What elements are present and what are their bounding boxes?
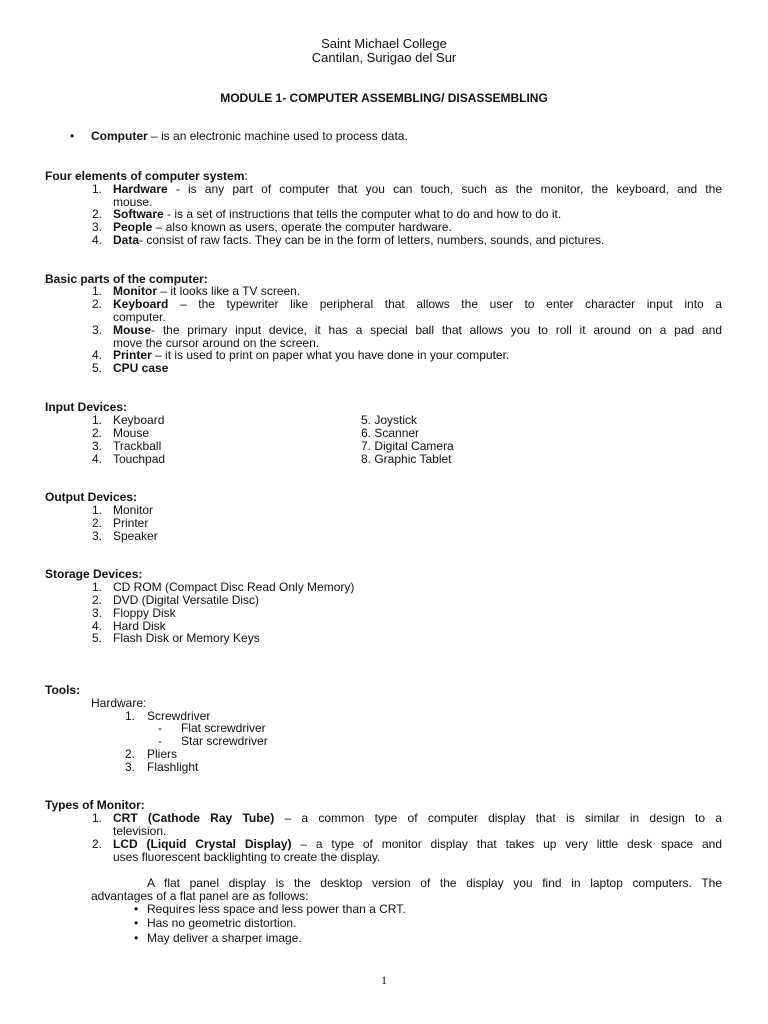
list-number: 2. xyxy=(91,837,102,851)
list-number: 3. xyxy=(124,760,135,774)
list-number: 5. xyxy=(91,361,102,375)
basic-parts-heading: Basic parts of the computer: xyxy=(45,272,208,286)
item-term: CRT (Cathode Ray Tube) xyxy=(113,811,275,825)
list-item xyxy=(113,234,604,247)
module-title: MODULE 1- COMPUTER ASSEMBLING/ DISASSEMBLING xyxy=(220,91,548,105)
list-item: DVD (Digital Versatile Disc) xyxy=(113,593,260,607)
item-term: Hardware xyxy=(113,182,168,196)
list-item: Hard Disk xyxy=(113,619,166,633)
list-item xyxy=(113,349,509,362)
tools-subheading: Hardware: xyxy=(91,696,147,710)
item-term: CPU case xyxy=(113,361,169,375)
list-item xyxy=(113,183,722,196)
intro-text: – is an electronic machine used to process data. xyxy=(147,129,408,143)
list-item: Speaker xyxy=(113,529,158,543)
list-item: Screwdriver xyxy=(147,709,211,723)
output-devices-heading: Output Devices: xyxy=(45,490,138,504)
list-number: 1. xyxy=(91,413,102,427)
college-name: Saint Michael College xyxy=(321,36,447,51)
item-term: Mouse xyxy=(113,323,152,337)
list-item: Floppy Disk xyxy=(113,606,176,620)
list-item: Trackball xyxy=(113,439,162,453)
list-number: 3. xyxy=(91,606,102,620)
item-text: – also known as users, operate the computer hardware. xyxy=(152,220,452,234)
list-number: 4. xyxy=(91,233,102,247)
list-number: 3. xyxy=(91,439,102,453)
list-number: 3. xyxy=(91,323,102,337)
list-item: Flat screwdriver xyxy=(181,721,266,735)
item-term: Software xyxy=(113,207,164,221)
item-term: LCD (Liquid Crystal Display) xyxy=(113,837,292,851)
list-number: 1. xyxy=(91,580,102,594)
list-item-continuation: mouse. xyxy=(113,195,153,209)
list-item: Star screwdriver xyxy=(181,734,268,748)
list-number: 2. xyxy=(91,516,102,530)
list-number: 1. xyxy=(91,503,102,517)
list-item: Pliers xyxy=(147,747,178,761)
list-item: May deliver a sharper image. xyxy=(147,931,302,945)
list-item: 5. Joystick xyxy=(361,413,418,427)
list-number: 2. xyxy=(124,747,135,761)
list-item xyxy=(113,812,722,825)
item-text: - is any part of computer that you can touch, such as the monitor, the keyboard, and the xyxy=(167,182,722,196)
list-item: Keyboard xyxy=(113,413,165,427)
list-item: 8. Graphic Tablet xyxy=(361,452,452,466)
intro-definition xyxy=(91,130,408,143)
list-item-continuation: computer. xyxy=(113,310,166,324)
list-item: Printer xyxy=(113,516,149,530)
storage-devices-heading: Storage Devices: xyxy=(45,567,143,581)
flat-panel-paragraph-line1: A flat panel display is the desktop version of the display you find in laptop computers. The xyxy=(147,876,722,890)
monitor-types-heading: Types of Monitor: xyxy=(45,798,145,812)
bullet-icon: • xyxy=(134,916,139,930)
list-item xyxy=(113,298,722,311)
input-devices-heading: Input Devices: xyxy=(45,400,128,414)
flat-panel-paragraph-line2: advantages of a flat panel are as follows: xyxy=(91,889,309,903)
item-text: - the primary input device, it has a special ball that allows you to roll it around on a pad and xyxy=(151,323,722,337)
list-item: Requires less space and less power than a CRT. xyxy=(147,902,406,916)
list-item: Touchpad xyxy=(113,452,166,466)
item-term: Data xyxy=(113,233,140,247)
item-text: - consist of raw facts. They can be in the form of letters, numbers, sounds, and pictures. xyxy=(139,233,605,247)
bullet-icon: • xyxy=(70,129,75,143)
list-item-continuation: television. xyxy=(113,824,167,838)
item-text: – it looks like a TV screen. xyxy=(157,284,301,298)
elements-heading-colon: : xyxy=(244,169,248,183)
list-number: 4. xyxy=(91,348,102,362)
bullet-icon: • xyxy=(134,931,139,945)
list-number: 2. xyxy=(91,297,102,311)
list-item: 6. Scanner xyxy=(361,426,420,440)
tools-heading: Tools: xyxy=(45,683,81,697)
list-item xyxy=(113,362,168,375)
item-term: Monitor xyxy=(113,284,157,298)
list-item: Has no geometric distortion. xyxy=(147,916,297,930)
intro-term: Computer xyxy=(91,129,148,143)
list-number: 4. xyxy=(91,619,102,633)
list-number: 2. xyxy=(91,426,102,440)
list-number: 1. xyxy=(91,284,102,298)
list-number: 4. xyxy=(91,452,102,466)
elements-heading-text: Four elements of computer system xyxy=(45,169,245,183)
bullet-icon: • xyxy=(134,902,139,916)
item-text: – a type of monitor display that takes up very little desk space and xyxy=(291,837,722,851)
item-term: Keyboard xyxy=(113,297,169,311)
item-term: Printer xyxy=(113,348,152,362)
item-text: – it is used to print on paper what you have done in your computer. xyxy=(151,348,510,362)
list-item: 7. Digital Camera xyxy=(361,439,454,453)
list-number: 2. xyxy=(91,207,102,221)
dash-marker: - xyxy=(158,734,162,748)
list-number: 2. xyxy=(91,593,102,607)
item-text: - is a set of instructions that tells the computer what to do and how to do it. xyxy=(163,207,562,221)
list-number: 1. xyxy=(91,182,102,196)
list-number: 3. xyxy=(91,220,102,234)
list-number: 5. xyxy=(91,631,102,645)
item-text: – the typewriter like peripheral that allows the user to enter character input into a xyxy=(168,297,722,311)
list-number: 1. xyxy=(124,709,135,723)
page-number: 1 xyxy=(381,973,387,987)
list-item: CD ROM (Compact Disc Read Only Memory) xyxy=(113,580,355,594)
list-number: 3. xyxy=(91,529,102,543)
college-location: Cantilan, Surigao del Sur xyxy=(311,50,457,65)
list-item: Flashlight xyxy=(147,760,199,774)
list-item: Mouse xyxy=(113,426,150,440)
item-text: – a common type of computer display that is similar in design to a xyxy=(274,811,722,825)
list-item-continuation: move the cursor around on the screen. xyxy=(113,336,320,350)
list-item: Monitor xyxy=(113,503,154,517)
list-number: 1. xyxy=(91,811,102,825)
list-item: Flash Disk or Memory Keys xyxy=(113,631,260,645)
dash-marker: - xyxy=(158,721,162,735)
item-term: People xyxy=(113,220,153,234)
list-item-continuation: uses fluorescent backlighting to create the display. xyxy=(113,850,381,864)
